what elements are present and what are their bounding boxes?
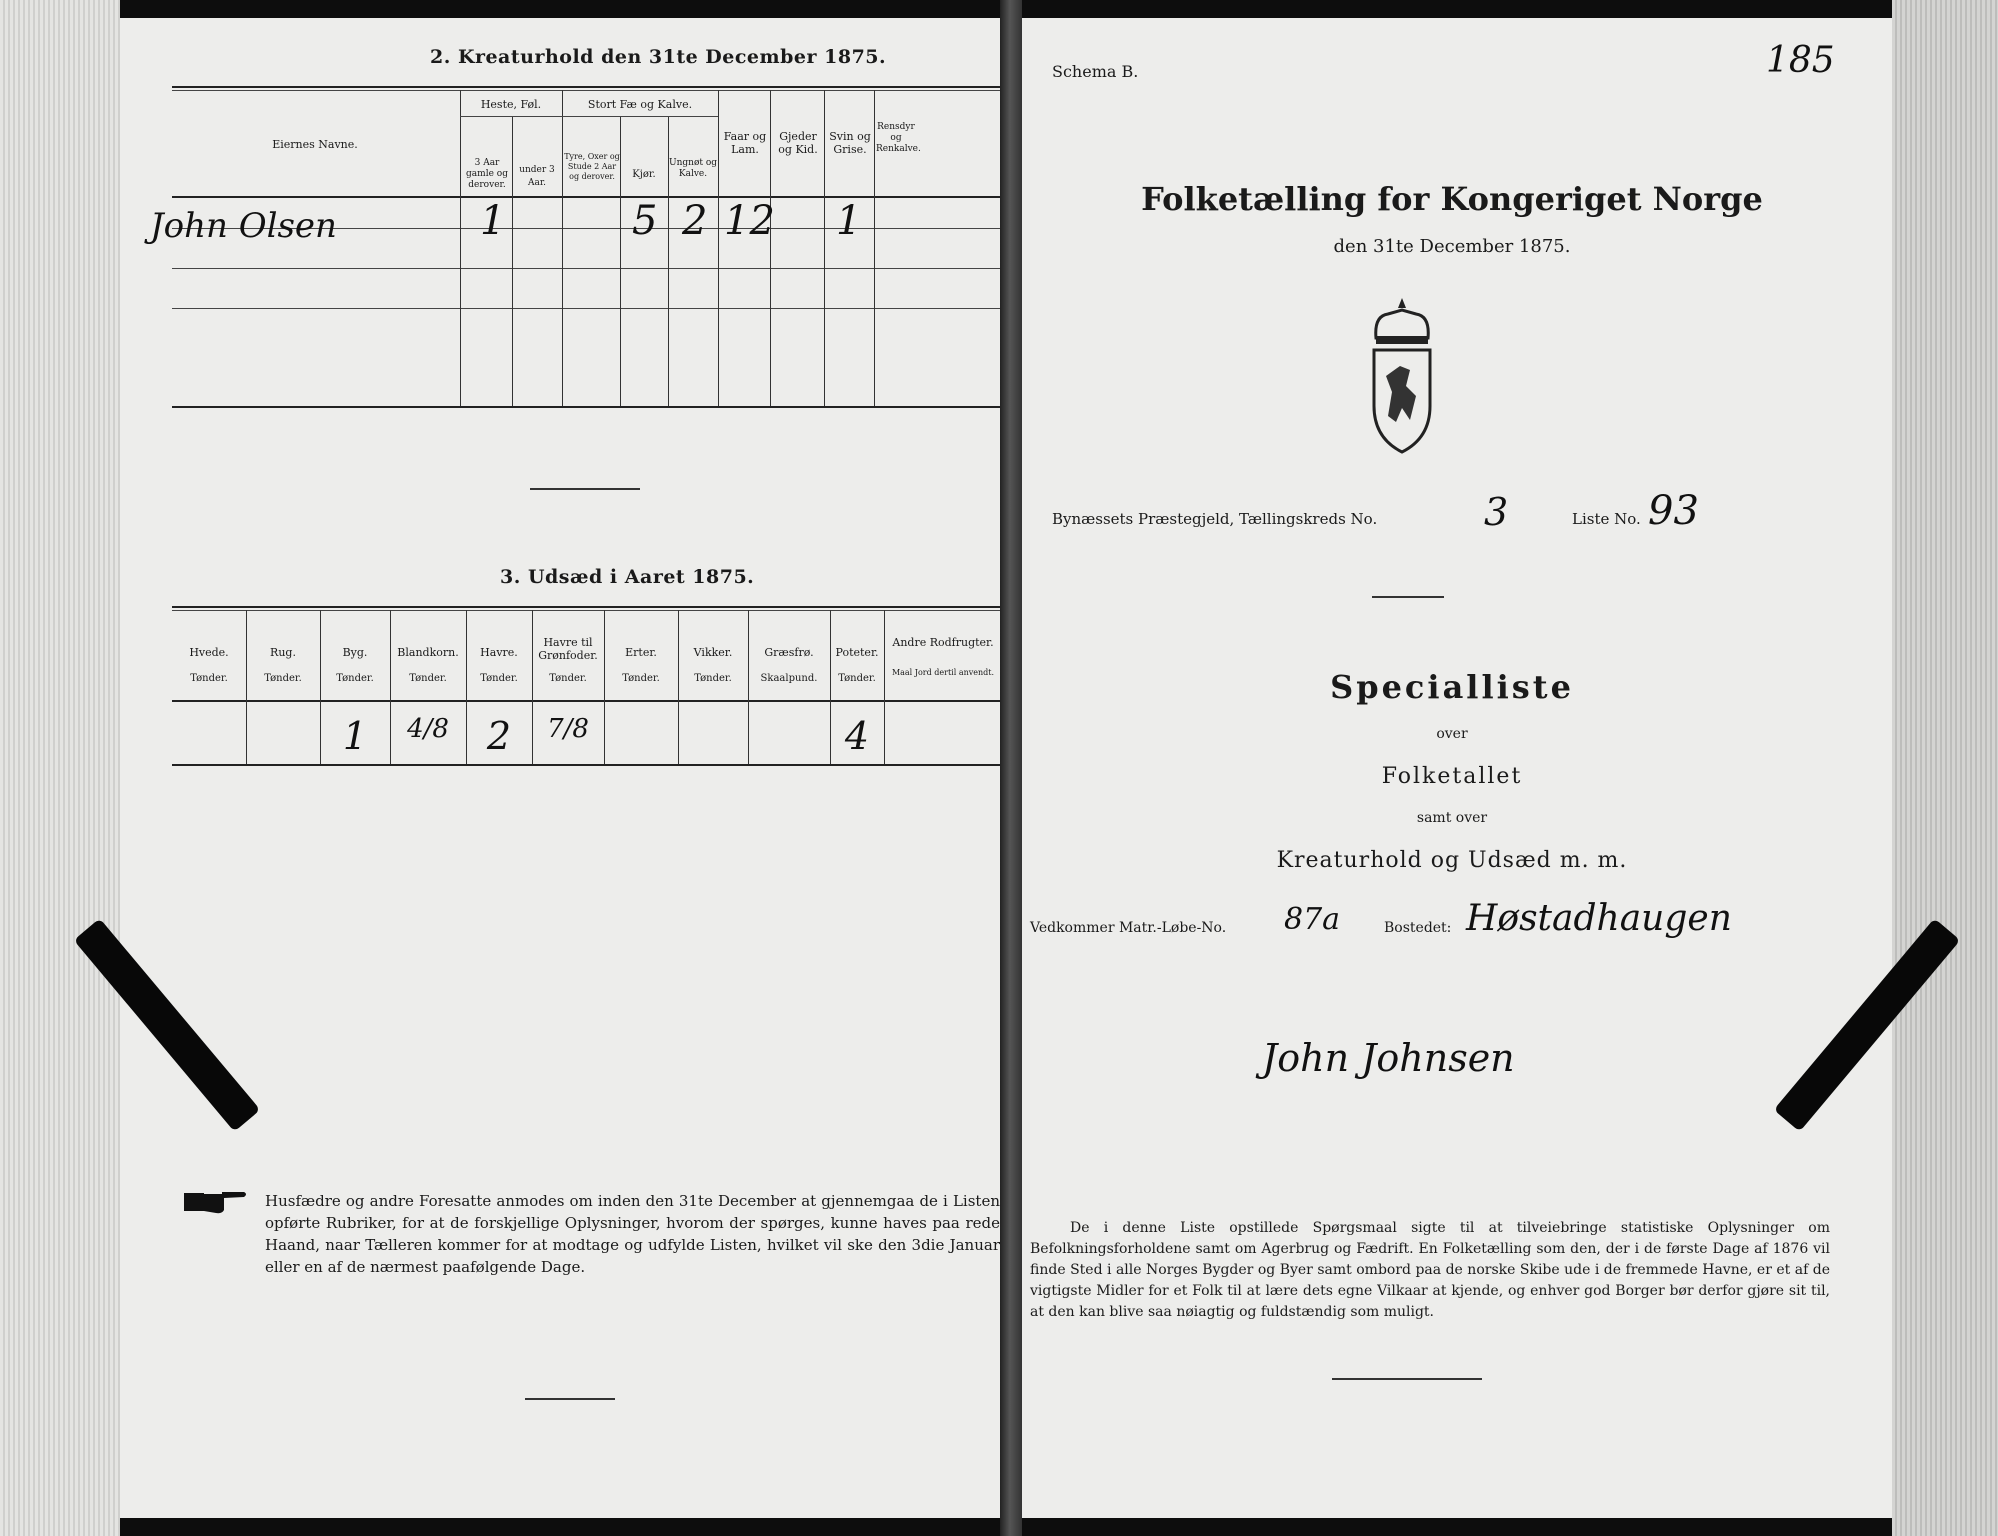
cattle-header: Stort Fæ og Kalve. bbox=[587, 98, 693, 111]
over-text: over bbox=[1436, 726, 1468, 742]
seed-unit: Tønder. bbox=[190, 673, 228, 684]
special-title: Specialliste bbox=[1330, 668, 1574, 706]
seed-header: Byg. bbox=[342, 646, 368, 659]
seed-header: Vikker. bbox=[693, 646, 733, 659]
date-line: den 31te December 1875. bbox=[1333, 236, 1571, 257]
young-cattle-header: Ungnøt og Kalve. bbox=[669, 158, 718, 179]
bulls-header: Tyre, Oxer og Stude 2 Aar og derover. bbox=[564, 152, 620, 181]
seed-unit: Tønder. bbox=[409, 673, 447, 684]
section3-title: 3. Udsæd i Aaret 1875. bbox=[500, 566, 755, 588]
matr-number: 87a bbox=[1284, 902, 1341, 937]
seed-unit: Tønder. bbox=[480, 673, 518, 684]
seed-header: Erter. bbox=[625, 646, 657, 659]
seed-value: 1 bbox=[342, 714, 368, 758]
cows-header: Kjør. bbox=[632, 169, 656, 180]
goats-header: Gjeder og Kid. bbox=[778, 130, 818, 156]
right-page bbox=[1012, 18, 1892, 1518]
parish-label: Bynæssets Præstegjeld, Tællingskreds No. bbox=[1052, 510, 1378, 528]
district-number: 3 bbox=[1484, 490, 1509, 534]
seed-header: Rug. bbox=[270, 646, 296, 659]
left-page bbox=[120, 18, 1010, 1518]
horses-young-header: under 3 Aar. bbox=[519, 165, 555, 188]
sheep-value: 12 bbox=[724, 198, 775, 244]
kreaturhold-text: Kreaturhold og Udsæd m. m. bbox=[1276, 848, 1628, 873]
seed-header: Hvede. bbox=[189, 646, 229, 659]
list-number: 93 bbox=[1648, 488, 1699, 534]
seed-header: Andre Rodfrugter. bbox=[892, 636, 994, 649]
cows-value: 5 bbox=[632, 198, 658, 244]
schema-label: Schema B. bbox=[1052, 62, 1139, 81]
signature: John Johnsen bbox=[1262, 1036, 1515, 1080]
seed-unit: Tønder. bbox=[264, 673, 302, 684]
horses-old-header: 3 Aar gamle og derover. bbox=[466, 158, 508, 190]
pointing-hand-icon bbox=[182, 1188, 248, 1216]
bosted-value: Høstadhaugen bbox=[1466, 898, 1732, 939]
bosted-label: Bostedet: bbox=[1384, 920, 1452, 936]
seed-unit: Tønder. bbox=[838, 673, 876, 684]
notice-text: Husfædre og andre Foresatte anmodes om inden den 31te December at gjennemgaa de i Listen opførte Rubriker, for at de forskjellige Oplysninger, hvorom der spørges, kunne haves paa rede Haand, naar Tælleren kommer for at modtage og udfylde Listen, hvilket vil ske den 3die Januar eller en af de nærmest paafølgende Dage. bbox=[265, 1192, 1000, 1276]
footer-text: De i denne Liste opstillede Spørgsmaal sigte til at tilveiebringe statistiske Oplysninger om Befolkningsforholdene samt om Agerbrug og Fædrift. En Folketælling som den, der i de første Dage af 1876 vil finde Sted i alle Norges Bygder og Byer samt ombord paa de norske Skibe ude i de fremmede Havne, er et af de vigtigste Midler for et Folk til at lære dets egne Vilkaar at kjende, og enhver god Borger bør derfor gjøre sit til, at den kan blive saa nøiagtig og fuldstændig som muligt. bbox=[1030, 1220, 1830, 1320]
owner-header: Eiernes Navne. bbox=[272, 138, 358, 151]
list-label: Liste No. bbox=[1572, 510, 1641, 528]
left-page-edges bbox=[0, 0, 120, 1536]
seed-header: Blandkorn. bbox=[397, 646, 459, 659]
sheep-header: Faar og Lam. bbox=[723, 130, 767, 156]
horses-header: Heste, Føl. bbox=[480, 98, 542, 111]
seed-header: Poteter. bbox=[835, 646, 879, 659]
seed-unit: Maal Jord dertil anvendt. bbox=[891, 668, 995, 677]
reindeer-header: Rensdyr og Renkalve. bbox=[876, 122, 921, 154]
book-gutter bbox=[1000, 0, 1022, 1536]
seed-unit: Tønder. bbox=[694, 673, 732, 684]
seed-unit: Tønder. bbox=[622, 673, 660, 684]
seed-value: 4/8 bbox=[407, 714, 449, 744]
section2-title: 2. Kreaturhold den 31te December 1875. bbox=[430, 46, 887, 68]
page-number: 185 bbox=[1766, 40, 1835, 81]
seed-value: 4 bbox=[844, 714, 870, 758]
matr-label: Vedkommer Matr.-Løbe-No. bbox=[1030, 920, 1227, 936]
main-title: Folketælling for Kongeriget Norge bbox=[1141, 180, 1763, 218]
young-cattle-value: 2 bbox=[682, 198, 708, 244]
owner-name: John Olsen bbox=[150, 206, 337, 246]
seed-value: 2 bbox=[486, 714, 512, 758]
pigs-header: Svin og Grise. bbox=[829, 130, 871, 156]
coat-of-arms-icon bbox=[1366, 296, 1438, 456]
divider bbox=[530, 488, 640, 490]
pigs-value: 1 bbox=[836, 198, 862, 244]
table-border bbox=[172, 86, 1002, 88]
seed-unit: Tønder. bbox=[336, 673, 374, 684]
seed-header: Havre. bbox=[480, 646, 518, 659]
seed-header: Græsfrø. bbox=[764, 646, 814, 659]
seed-unit: Tønder. bbox=[549, 673, 587, 684]
horses-old-value: 1 bbox=[480, 198, 506, 244]
right-page-edges bbox=[1892, 0, 1998, 1536]
samt-over-text: samt over bbox=[1416, 810, 1488, 826]
folketallet-text: Folketallet bbox=[1381, 764, 1523, 789]
seed-unit: Skaalpund. bbox=[760, 673, 818, 684]
seed-header: Havre til Grønfoder. bbox=[538, 636, 598, 662]
seed-value: 7/8 bbox=[547, 714, 589, 744]
